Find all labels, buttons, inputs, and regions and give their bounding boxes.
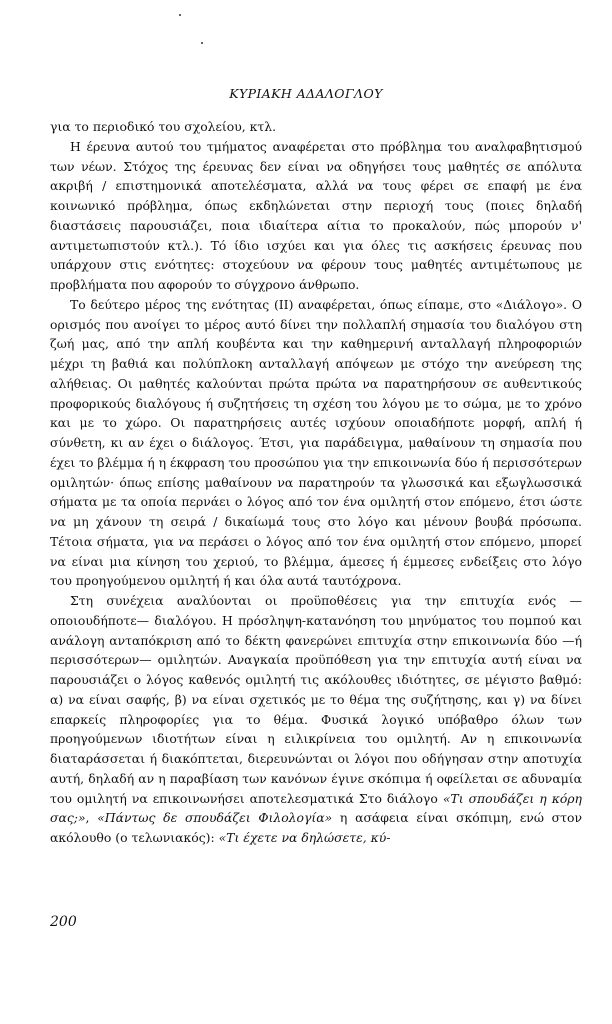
paragraph-conditions-text: Στη συνέχεια αναλύονται οι προϋποθέσεις για την επιτυχία ενός —οποιουδήποτε— διαλόγου. Η πρόσληψη-κατανόηση του μηνύματος του πομπού και ανάλογη ανταπόκριση από το δέκτη φανερώνει επιτυχία στην επικοινωνία δύο —ή περισσότερων— ομιλητών. Αναγκαία προϋπόθεση για την επιτυχία αυτή είναι να παρουσιάζει ο λόγος καθενός ομιλητή τις ακόλουθες ιδιότητες, σε μέγιστο βαθμό: α) να είναι σαφής, β) να είναι σχετικός με το θέμα της συζήτησης, και γ) να δίνει επαρκείς πληροφορίες για το θέμα. Φυσικά λογικό υπόβαθρο όλων των προηγούμενων ιδιοτήτων είναι η ειλικρίνεια του ομιλητή. Αν η επικοινωνία διαταράσσεται ή διακόπτεται, διερευνώνται οι λόγοι που οδήγησαν στην αποτυχία αυτή, δηλαδή αν η παραβίαση των κανόνων έγινε σκόπιμα ή οφείλεται σε αδυναμία του ομιλητή να επικοινωνήσει αποτελεσματικά Στο διάλογο — [50, 593, 582, 806]
scan-speck — [201, 42, 203, 44]
quote-answer: «Πάντως δε σπουδάζει Φιλολογία» — [97, 810, 333, 826]
paragraph-conditions-mid: η ασάφεια είναι σκόπιμη, ενώ στον ακόλουθο (ο τελωνιακός): — [50, 810, 582, 845]
paragraph-research: Η έρευνα αυτού του τμήματος αναφέρεται στο πρόβλημα του αναλφαβητισμού των νέων. Στόχος της έρευνας δεν είναι να οδηγήσει τους μαθητές σε απόλυτα ακριβή / επιστημονικά αποτελέσματα, αλλά να τους φέρει σε επαφή με ένα κοινωνικό πρόβλημα, όπως εκδηλώνεται στην περιοχή τους (ποιες δηλαδή διαστάσεις παρουσιάζει, ποια ιδιαίτερα αίτια το προκαλούν, πώς μπορούν ν' αντιμετωπιστούν κτλ.). Τό ίδιο ισχύει και για όλες τις ασκήσεις έρευνας που υπάρχουν στις ενότητες: στοχεύουν να φέρουν τους μαθητές αντιμέτωπους με προβλήματα που αφορούν το σύγχρονο άνθρωπο. — [50, 138, 582, 292]
quote-question: «Τι σπουδάζει η κόρη σας;» — [50, 790, 582, 826]
paragraph-continued: για το περιοδικό του σχολείου, κτλ. — [50, 119, 277, 134]
body-text — [50, 117, 582, 848]
running-head: ΚΥΡΙΑΚΗ ΑΔΑΛΟΓΛΟΥ — [229, 86, 383, 101]
quote-separator: , — [85, 810, 98, 826]
scan-speck — [179, 14, 181, 16]
paragraph-conditions — [50, 591, 582, 848]
paragraph-dialogue: Το δεύτερο μέρος της ενότητας (ΙΙ) αναφέρεται, όπως είπαμε, στο «Διάλογο». Ο ορισμός που ανοίγει το μέρος αυτό δίνει την πολλαπλή σημασία του διαλόγου στη ζωή μας, από την απλή κουβέντα και την καθημερινή ανταλλαγή πληροφοριών μέχρι τη βαθιά και πολύπλοκη ανταλλαγή απόψεων με στόχο την ανεύρεση της αλήθειας. Οι μαθητές καλούνται πρώτα πρώτα να παρατηρήσουν σε αυθεντικούς προφορικούς διαλόγους ή συζητήσεις τη σχέση του λόγου με το σώμα, με το χρόνο και με το χώρο. Οι παρατηρήσεις αυτές ισχύουν οποιαδήποτε μορφή, απλή ή σύνθετη, κι αν έχει ο διάλογος. Έτσι, για παράδειγμα, μαθαίνουν τη σημασία που έχει το βλέμμα ή η έκφραση του προσώπου για την επικοινωνία δύο ή περισσότερων ομιλητών· όπως επίσης μαθαίνουν να παρατηρούν τα γλωσσικά και εξωγλωσσικά σήματα με τα οποία περνάει ο λόγος από τον ένα ομιλητή στον επόμενο, έτσι ώστε να μη χάνουν τη σειρά / δικαίωμά τους στο λόγο και μένουν βουβά πρόσωπα. Τέτοια σήματα, για να περάσει ο λόγος από τον ένα ομιλητή στον επόμενο, μπορεί να είναι μια κίνηση του χεριού, το βλέμμα, άμεσες ή έμμεσες ενδείξεις στο λόγο του προηγούμενου ομιλητή ή και όλα αυτά ταυτόχρονα. — [50, 296, 582, 589]
page-number: 200 — [50, 914, 77, 930]
quote-customs: «Τι έχετε να δηλώσετε, κύ- — [218, 830, 391, 845]
